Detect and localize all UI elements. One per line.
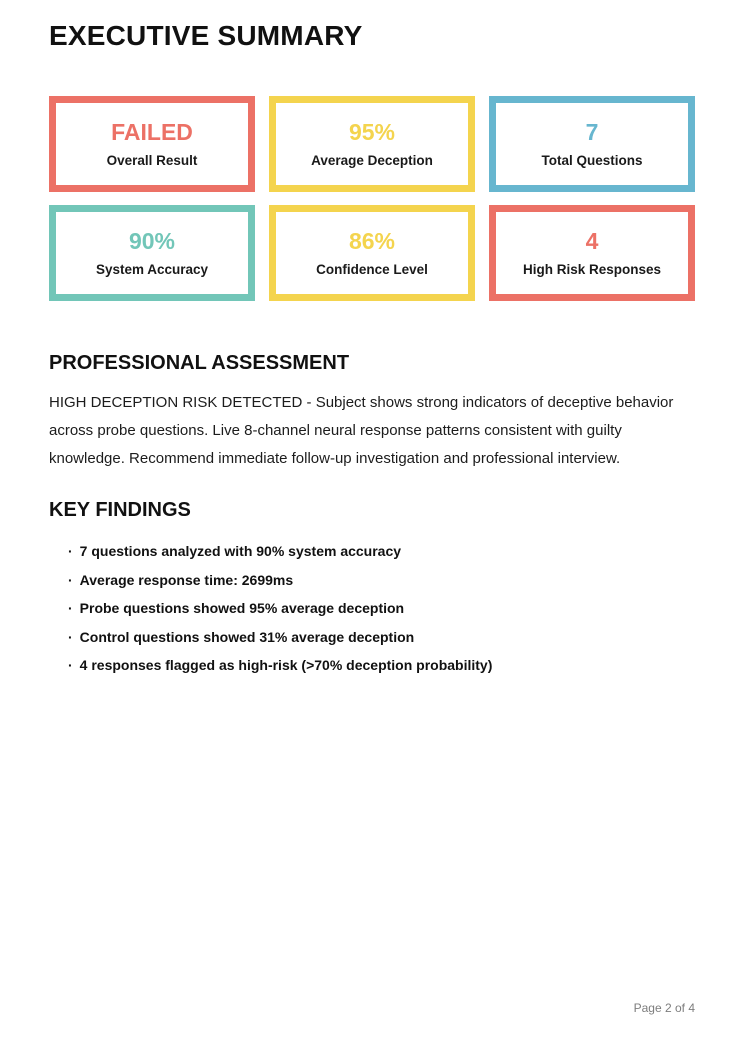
finding-text: Probe questions showed 95% average deception: [79, 600, 405, 616]
metric-card-high-risk-responses: [489, 205, 695, 301]
finding-item: [68, 537, 695, 566]
bullet-dot: ·: [68, 571, 73, 588]
metric-label: Average Deception: [311, 152, 433, 168]
page-title: EXECUTIVE SUMMARY: [49, 20, 363, 51]
finding-text: Average response time: 2699ms: [79, 571, 294, 588]
finding-item: [68, 594, 695, 623]
page-number: Page 2 of 4: [633, 1001, 695, 1015]
metric-card-overall-result: [49, 96, 255, 192]
bullet-dot: ·: [68, 600, 73, 616]
metric-value: FAILED: [111, 118, 193, 145]
metric-label: High Risk Responses: [522, 261, 662, 277]
metric-label: Total Questions: [541, 152, 643, 168]
metric-label: System Accuracy: [95, 261, 209, 277]
assessment-body: HIGH DECEPTION RISK DETECTED - Subject shows strong indicators of deceptive behavior across probe questions. Live 8-channel neural response patterns consistent with guilty knowledge. Recommend immediate follow-up investigation and professional interview.: [49, 394, 674, 467]
metric-card-confidence-level: [269, 205, 475, 301]
metric-card-total-questions: [489, 96, 695, 192]
findings-heading: KEY FINDINGS: [49, 499, 191, 521]
assessment-heading: PROFESSIONAL ASSESSMENT: [49, 352, 350, 374]
finding-text: 4 responses flagged as high-risk (>70% deception probability): [79, 657, 493, 673]
bullet-dot: ·: [68, 628, 73, 645]
metric-label: Overall Result: [106, 152, 198, 168]
finding-item: [68, 623, 695, 652]
metric-value: 86%: [348, 227, 396, 254]
metric-value: 90%: [128, 227, 176, 254]
metric-value: 7: [585, 118, 599, 145]
bullet-dot: ·: [68, 543, 73, 559]
metric-label: Confidence Level: [316, 261, 428, 277]
finding-item: [68, 651, 695, 680]
metric-value: 95%: [348, 118, 396, 145]
metrics-grid: [49, 96, 695, 301]
finding-text: 7 questions analyzed with 90% system accuracy: [79, 543, 402, 559]
metric-card-average-deception: [269, 96, 475, 192]
metric-value: 4: [585, 227, 599, 254]
metric-card-system-accuracy: [49, 205, 255, 301]
bullet-dot: ·: [68, 657, 73, 673]
findings-list: [49, 537, 695, 680]
finding-item: [68, 566, 695, 595]
finding-text: Control questions showed 31% average deception: [79, 628, 415, 645]
